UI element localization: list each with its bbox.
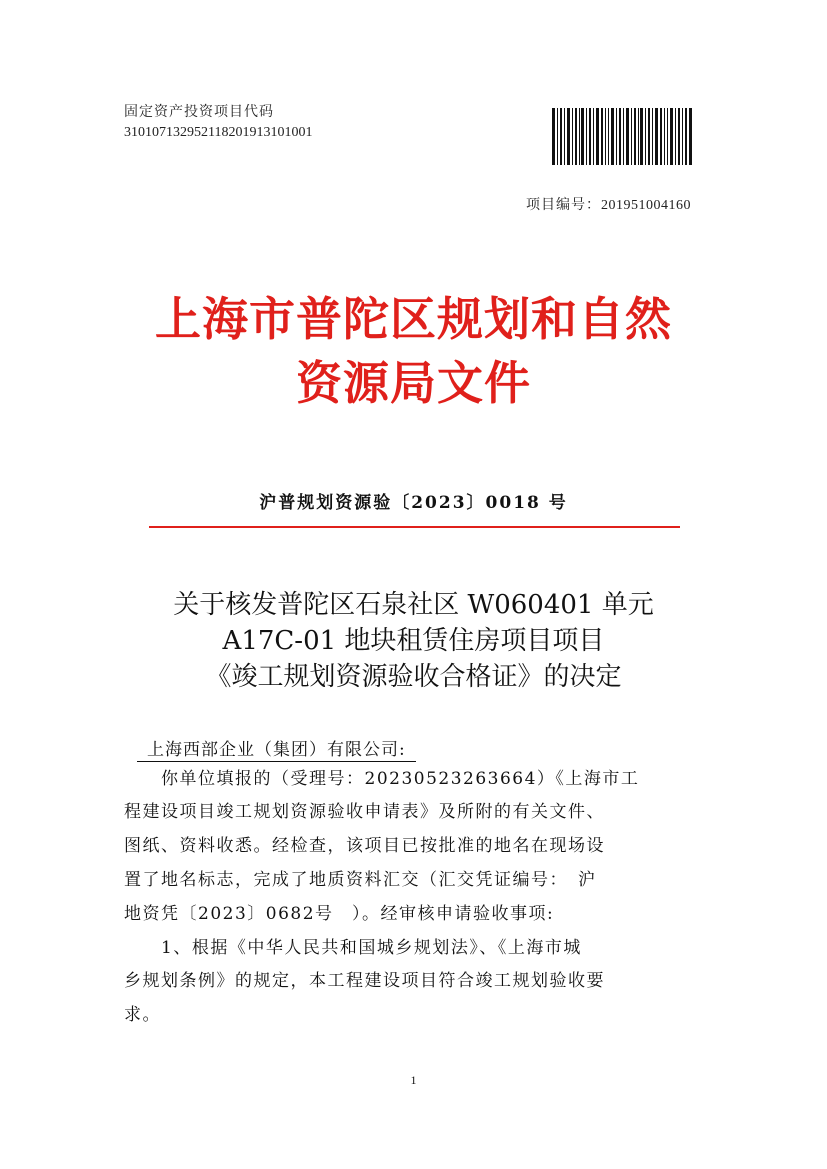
project-number-value: 201951004160 xyxy=(601,198,691,213)
subject-line-3: 《竣工规划资源验收合格证》的决定 xyxy=(205,662,622,692)
body-line: 乡规划条例》的规定，本工程建设项目符合竣工规划验收要 xyxy=(124,971,605,991)
project-code-label: 固定资产投资项目代码 xyxy=(124,104,274,120)
body-line: 程建设项目竣工规划资源验收申请表》及所附的有关文件、 xyxy=(124,802,605,822)
body-line: 你单位填报的（受理号：20230523263664）《上海市工 xyxy=(124,769,640,789)
document-number: 沪普规划资源验〔2023〕0018 号 xyxy=(259,493,568,513)
project-code-value: 310107132952118201913101001 xyxy=(124,125,313,140)
barcode-image xyxy=(552,108,692,165)
project-number-label: 项目编号： xyxy=(526,197,601,213)
body-line: 图纸、资料收悉。经检查，该项目已按批准的地名在现场设 xyxy=(124,836,605,856)
body-line: 求。 xyxy=(124,1005,161,1025)
subject-line-2: A17C-01 地块租赁住房项目项目 xyxy=(222,626,605,656)
agency-title-line-2: 资源局文件 xyxy=(296,356,531,410)
agency-title-line-1: 上海市普陀区规划和自然 xyxy=(155,292,672,346)
addressee: 上海西部企业（集团）有限公司: xyxy=(137,735,416,762)
project-number xyxy=(526,194,691,214)
body-line: 1、根据《中华人民共和国城乡规划法》、《上海市城 xyxy=(124,938,582,958)
subject-line-1: 关于核发普陀区石泉社区 W060401 单元 xyxy=(173,590,654,620)
body-line: 置了地名标志，完成了地质资料汇交（汇交凭证编号： 沪 xyxy=(124,870,597,890)
page-number: 1 xyxy=(410,1073,417,1087)
red-divider xyxy=(149,526,680,528)
body-line: 地资凭〔2023〕0682号 ）。经审核申请验收事项: xyxy=(124,904,555,924)
